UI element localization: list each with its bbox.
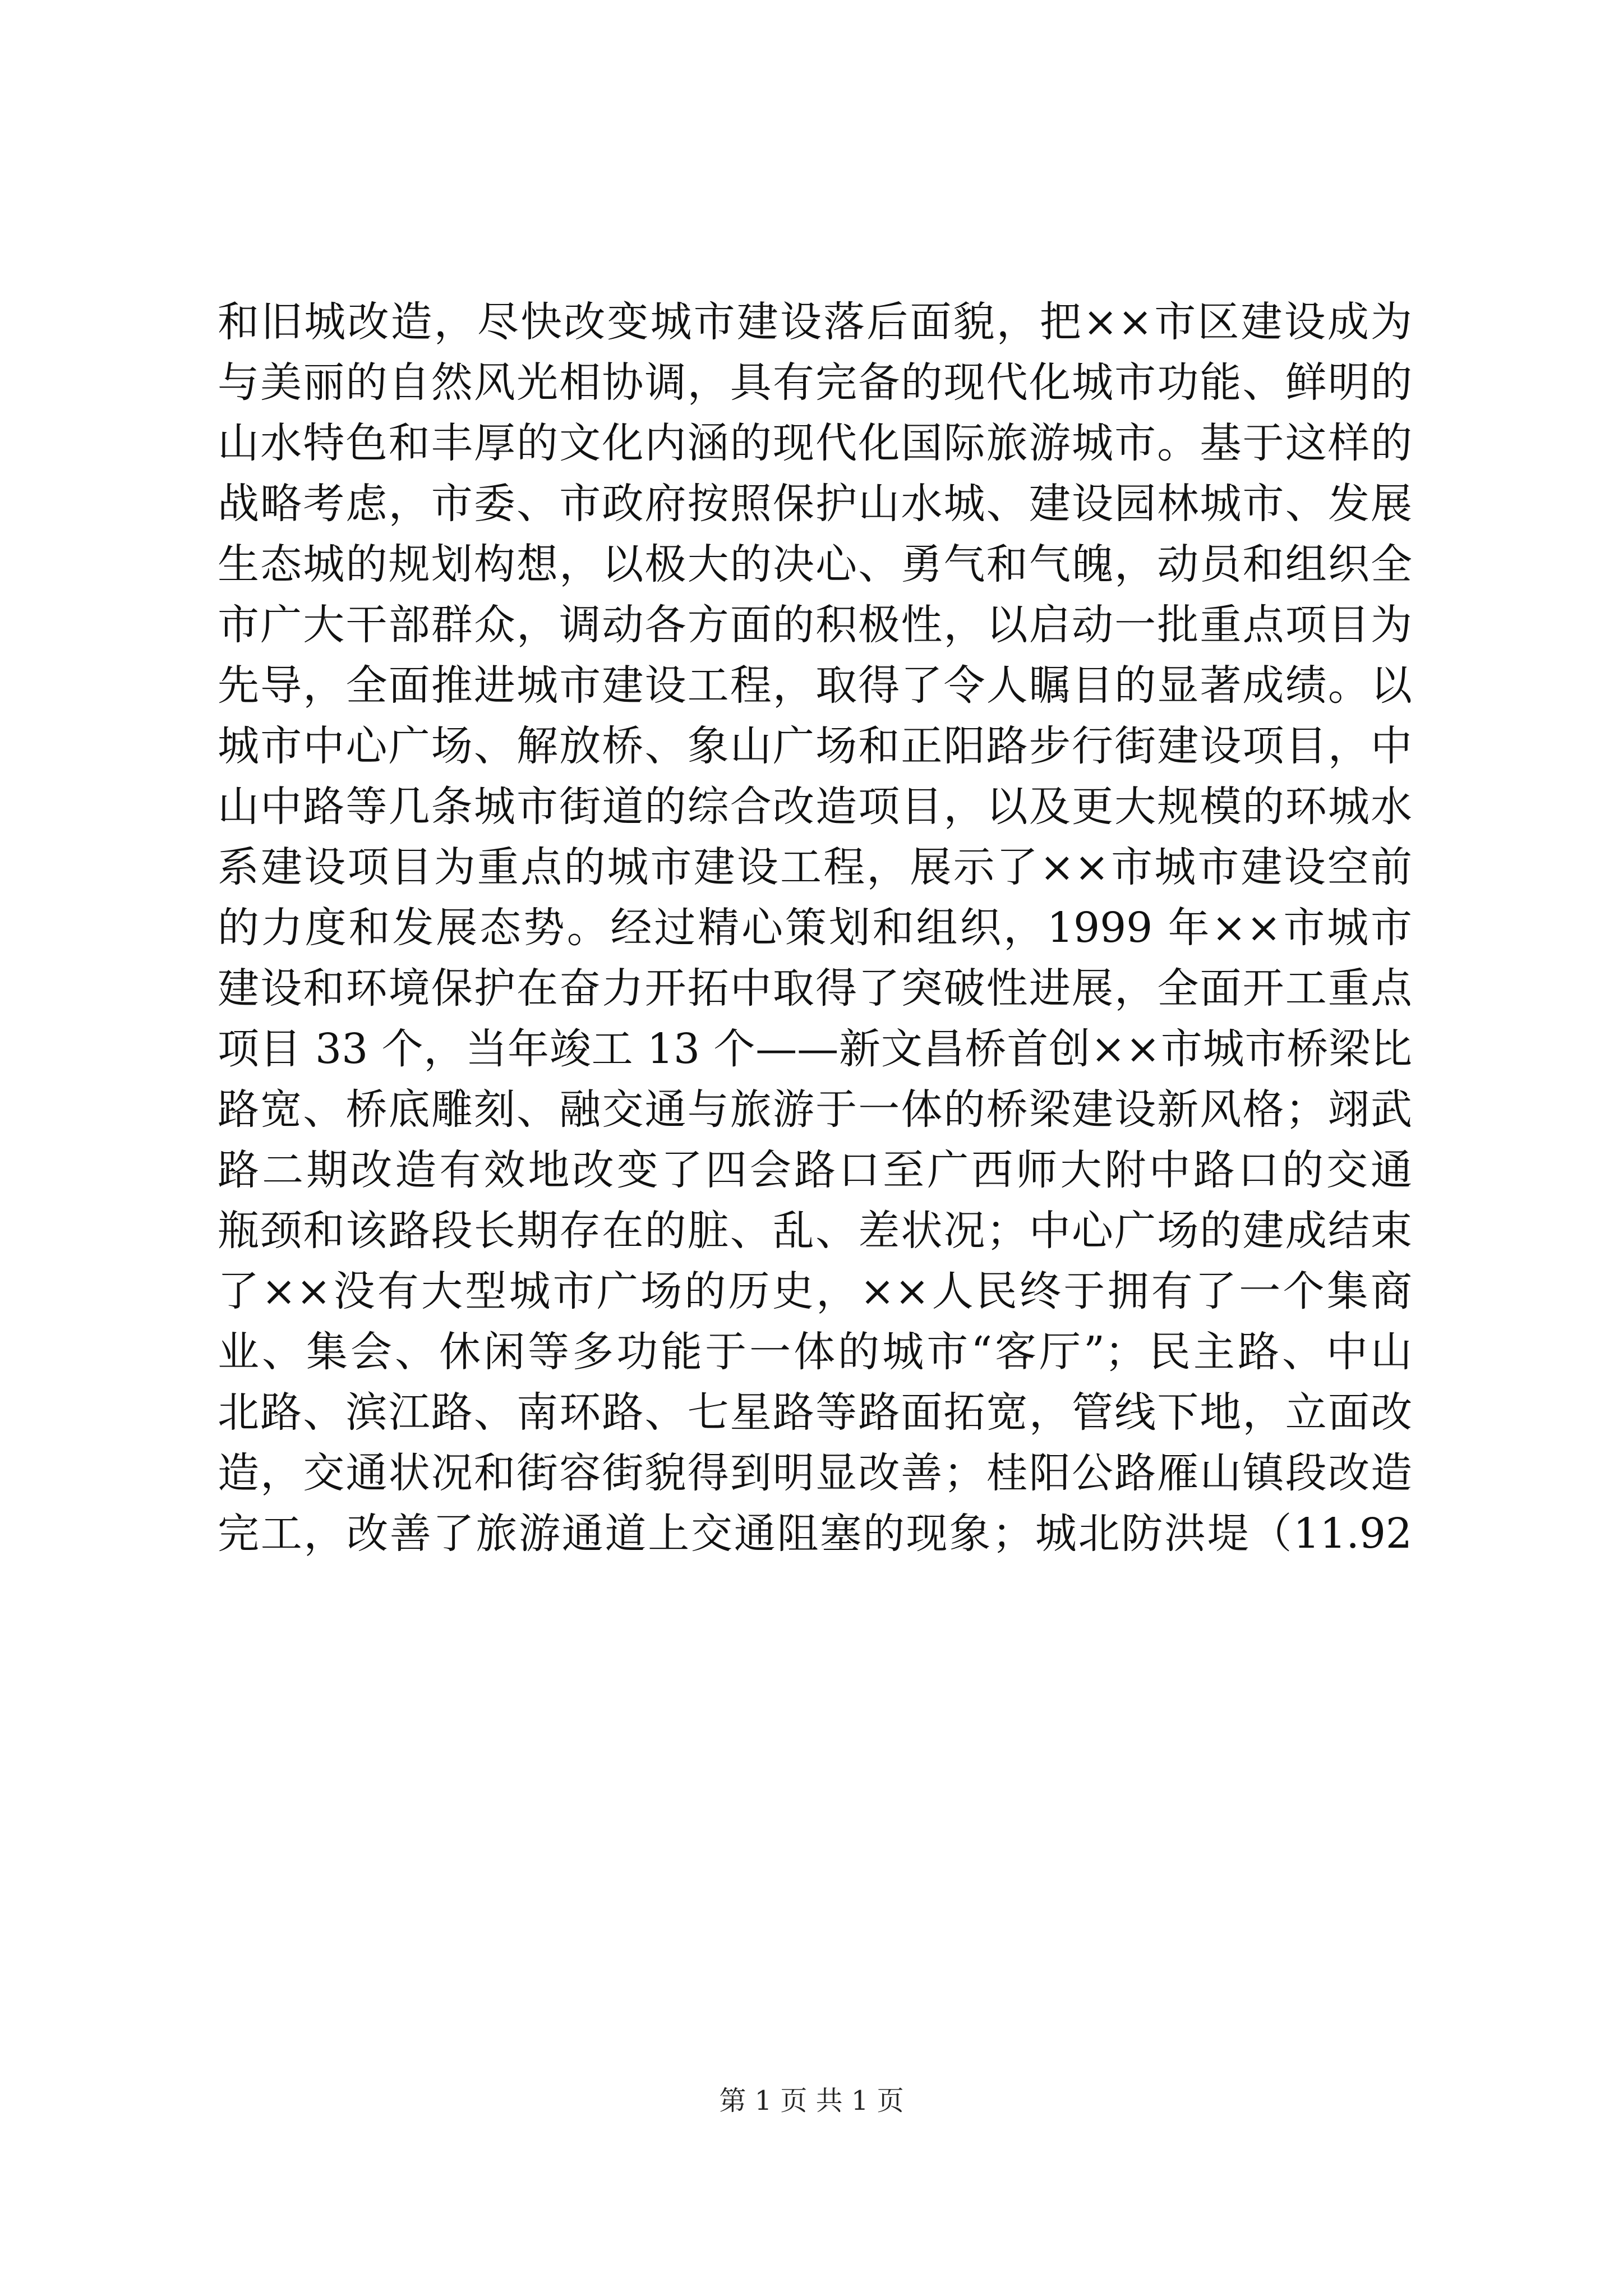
- text-line: 完工，改善了旅游通道上交通阻塞的现象；城北防洪堤（11.92: [218, 1510, 1412, 1558]
- text-line: 与美丽的自然风光相协调，具有完备的现代化城市功能、鲜明的: [218, 358, 1412, 407]
- text-line: 路宽、桥底雕刻、融交通与旅游于一体的桥梁建设新风格；翊武: [218, 1085, 1412, 1134]
- text-line: 瓶颈和该路段长期存在的脏、乱、差状况；中心广场的建成结束: [218, 1207, 1412, 1255]
- text-line: 造，交通状况和街容街貌得到明显改善；桂阳公路雁山镇段改造: [218, 1449, 1412, 1497]
- text-line: 路二期改造有效地改变了四会路口至广西师大附中路口的交通: [218, 1146, 1412, 1194]
- text-line: 先导，全面推进城市建设工程，取得了令人瞩目的显著成绩。以: [218, 661, 1412, 710]
- text-line: 山水特色和丰厚的文化内涵的现代化国际旅游城市。基于这样的: [218, 419, 1412, 467]
- text-line: 的力度和发展态势。经过精心策划和组织，1999 年××市城市: [218, 904, 1412, 952]
- text-line: 山中路等几条城市街道的综合改造项目，以及更大规模的环城水: [218, 783, 1412, 831]
- text-line: 系建设项目为重点的城市建设工程，展示了××市城市建设空前: [218, 843, 1412, 891]
- page-number-footer: 第 1 页 共 1 页: [719, 2085, 904, 2116]
- text-line: 业、集会、休闲等多功能于一体的城市“客厅”；民主路、中山: [218, 1328, 1412, 1376]
- text-line: 市广大干部群众，调动各方面的积极性，以启动一批重点项目为: [218, 601, 1412, 649]
- text-line: 建设和环境保护在奋力开拓中取得了突破性进展，全面开工重点: [218, 964, 1412, 1013]
- text-line: 了××没有大型城市广场的历史，××人民终于拥有了一个集商: [218, 1267, 1412, 1315]
- text-line: 战略考虑，市委、市政府按照保护山水城、建设园林城市、发展: [218, 480, 1412, 528]
- text-line: 生态城的规划构想，以极大的决心、勇气和气魄，动员和组织全: [218, 540, 1412, 588]
- text-line: 城市中心广场、解放桥、象山广场和正阳路步行街建设项目，中: [218, 722, 1412, 770]
- text-line: 和旧城改造，尽快改变城市建设落后面貌，把××市区建设成为: [218, 298, 1412, 346]
- text-line: 北路、滨江路、南环路、七星路等路面拓宽，管线下地，立面改: [218, 1388, 1412, 1437]
- body-text: [218, 292, 1412, 1564]
- text-line: 项目 33 个，当年竣工 13 个——新文昌桥首创××市城市桥梁比: [218, 1025, 1412, 1073]
